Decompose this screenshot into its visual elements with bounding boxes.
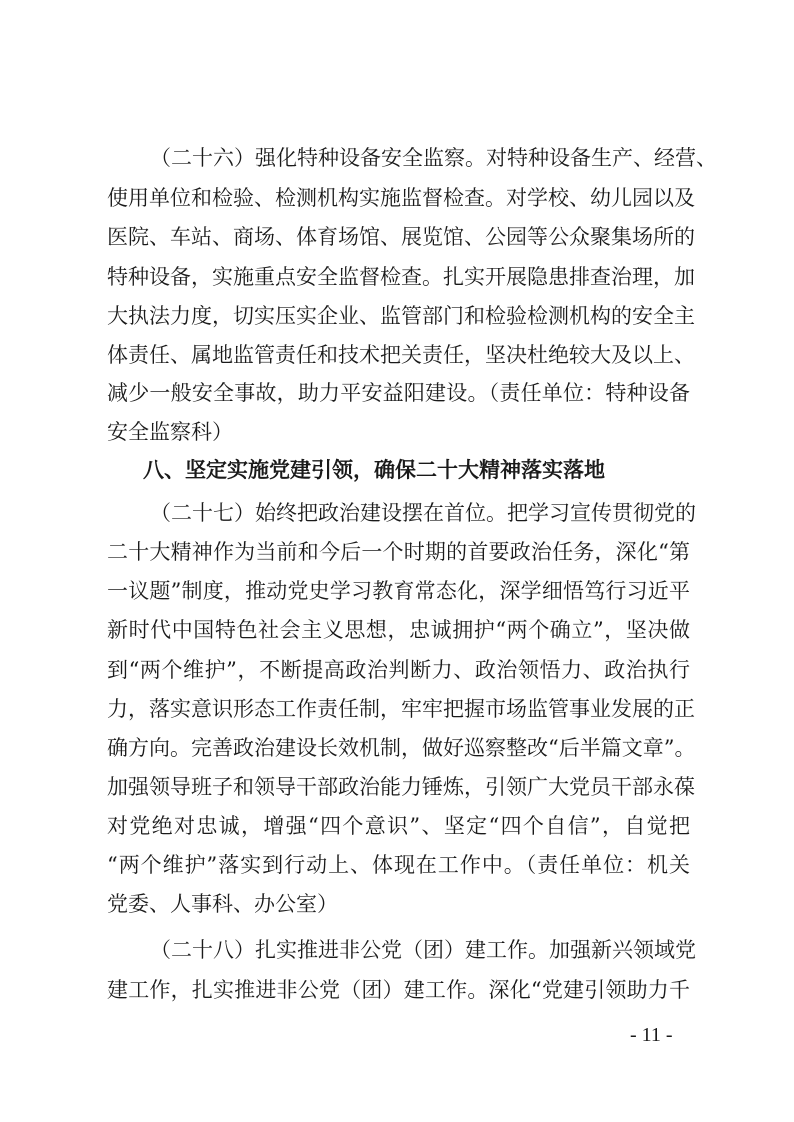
text-line: 对党绝对忠诚，增强“四个意识”、坚定“四个自信”，自觉把 (107, 814, 690, 838)
text-line: 使用单位和检验、检测机构实施监督检查。对学校、幼儿园以及 (107, 186, 695, 210)
text-line: （二十七）始终把政治建设摆在首位。把学习宣传贯彻党的 (150, 501, 696, 525)
text-line: 加强领导班子和领导干部政治能力锤炼，引领广大党员干部永葆 (107, 775, 695, 799)
text-line: 二十大精神作为当前和今后一个时期的首要政治任务，深化“第 (107, 540, 690, 564)
text-line: 体责任、属地监管责任和技术把关责任，坚决杜绝较大及以上、 (107, 343, 695, 367)
text-line: 医院、车站、商场、体育场馆、展览馆、公园等公众聚集场所的 (107, 225, 695, 249)
text-line: （二十六）强化特种设备安全监察。对特种设备生产、经营、 (150, 146, 717, 170)
text-line: 到“两个维护”，不断提高政治判断力、政治领悟力、政治执行 (107, 658, 690, 682)
page-number: - 11 - (630, 1024, 673, 1046)
text-line: 建工作，扎实推进非公党（团）建工作。深化“党建引领助力千 (107, 978, 690, 1002)
text-line: 新时代中国特色社会主义思想，忠诚拥护“两个确立”，坚决做 (107, 618, 690, 642)
section-heading: 八、坚定实施党建引领，确保二十大精神落实落地 (143, 458, 605, 482)
text-line: 减少一般安全事故，助力平安益阳建设。（责任单位：特种设备 (107, 381, 690, 405)
text-line: 安全监察科） (107, 420, 233, 444)
text-line: 一议题”制度，推动党史学习教育常态化，深学细悟笃行习近平 (107, 579, 690, 603)
text-line: 大执法力度，切实压实企业、监管部门和检验检测机构的安全主 (107, 304, 695, 328)
text-line: 特种设备，实施重点安全监督检查。扎实开展隐患排查治理，加 (107, 265, 695, 289)
text-line: （二十八）扎实推进非公党（团）建工作。加强新兴领域党 (150, 938, 696, 962)
text-line: 党委、人事科、办公室） (107, 892, 338, 916)
text-line: 力，落实意识形态工作责任制，牢牢把握市场监管事业发展的正 (107, 697, 695, 721)
text-line: “两个维护”落实到行动上、体现在工作中。（责任单位：机关 (107, 853, 690, 877)
text-line: 确方向。完善政治建设长效机制，做好巡察整改“后半篇文章”。 (107, 736, 696, 760)
